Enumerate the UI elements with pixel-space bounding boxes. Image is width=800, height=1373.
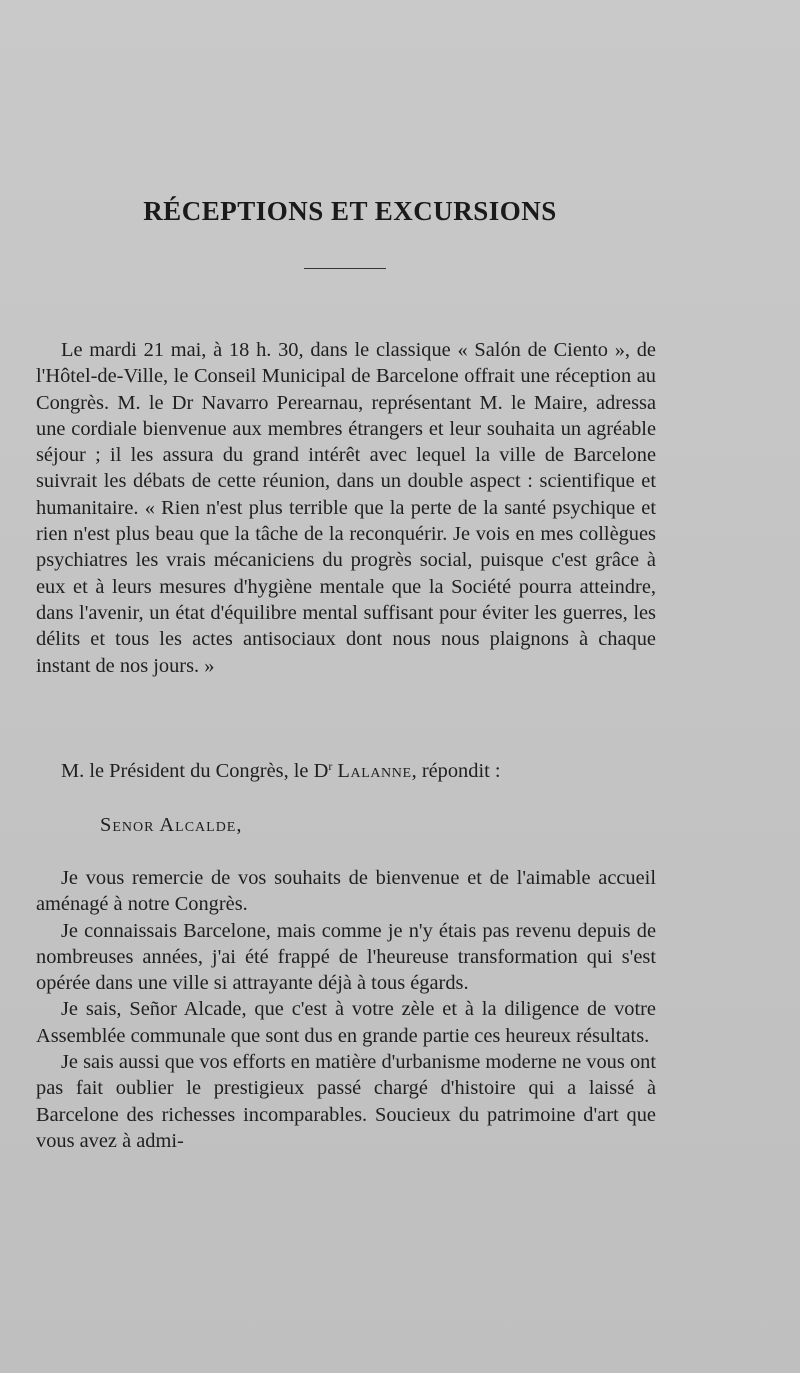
- speech-paragraph-4: Je sais aussi que vos efforts en matière d'urbanisme moderne ne vous ont pas fait oublier le prestigieux passé chargé d'histoire qui a laissé à Barcelone des richesses incomparables. Soucieux du patrimoine d'art que vous avez à admi-: [36, 1051, 656, 1152]
- response-intro-paragraph: [36, 758, 656, 784]
- intro-paragraph: Le mardi 21 mai, à 18 h. 30, dans le classique « Salón de Ciento », de l'Hôtel-de-Ville, le Conseil Municipal de Barcelone offrait une réception au Congrès. M. le Dr Navarro Perearnau, représentant M. le Maire, adressa une cordiale bienvenue aux membres étrangers et leur souhaita un agréable séjour ; il les assura du grand intérêt avec lequel la ville de Barcelone suivrait les débats de cette réunion, dans un double aspect : scientifique et humanitaire. « Rien n'est plus terrible que la perte de la santé psychique et rien n'est plus beau que la tâche de la reconquérir. Je vois en mes collègues psychiatres les vrais mécaniciens du progrès social, puisque c'est grâce à eux et à leurs mesures d'hygiène mentale que la Société pourra atteindre, dans l'avenir, un état d'équilibre mental suffisant pour éviter les guerres, les délits et tous les actes antisociaux dont nous nous plaignons à chaque instant de nos jours. »: [36, 339, 656, 677]
- response-intro-before: M. le Président du Congrès, le D: [61, 760, 329, 782]
- response-intro-after: , répondit :: [411, 760, 501, 782]
- title-divider: [304, 268, 386, 269]
- speech-section: [36, 865, 656, 1154]
- president-name: Lalanne: [337, 760, 412, 782]
- salutation: Senor Alcalde,: [100, 814, 243, 836]
- response-section: [36, 758, 656, 784]
- speech-paragraph-3: Je sais, Señor Alcade, que c'est à votre zèle et à la diligence de votre Assemblée communale que sont dus en grande partie ces heureux résultats.: [36, 998, 656, 1047]
- speech-paragraph-1: Je vous remercie de vos souhaits de bienvenue et de l'aimable accueil aménagé à notre Congrès.: [36, 867, 656, 916]
- speech-paragraph-2: Je connaissais Barcelone, mais comme je n'y étais pas revenu depuis de nombreuses années, j'ai été frappé de l'heureuse transformation qui s'est opérée dans une ville si attrayante déjà à tous égards.: [36, 919, 656, 995]
- page-title: RÉCEPTIONS ET EXCURSIONS: [143, 196, 557, 226]
- intro-section: [36, 337, 656, 679]
- doctor-title-superscript: r: [328, 759, 333, 773]
